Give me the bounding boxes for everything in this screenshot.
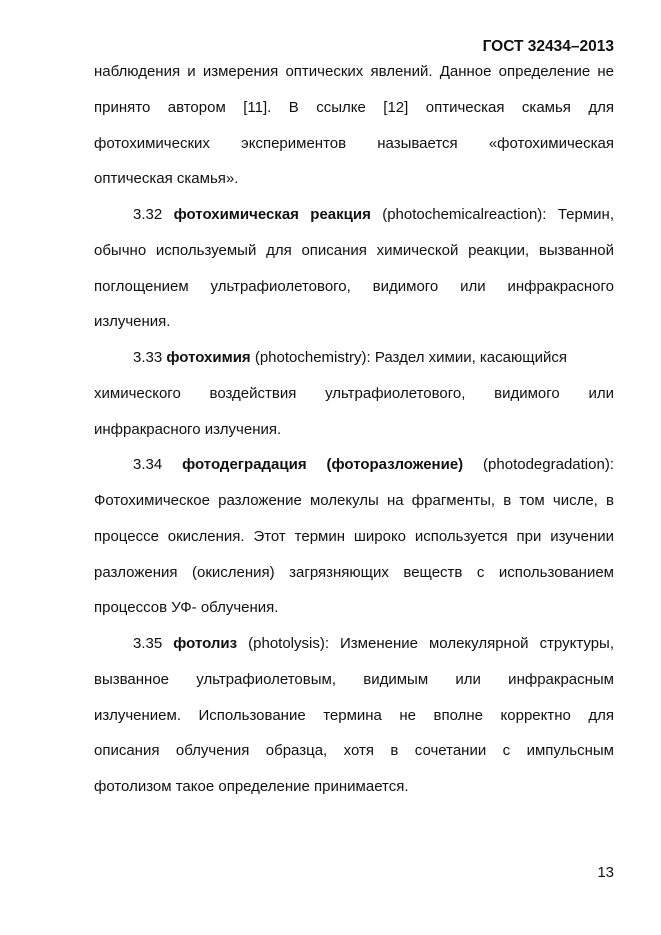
text-line	[94, 348, 614, 384]
term-heading: фотохимическая реакция	[173, 206, 371, 223]
text-segment: поглощением ультрафиолетового, видимого или инфракрасного	[94, 277, 614, 295]
text-segment: (photodegradation):	[463, 456, 614, 474]
text-line	[94, 312, 614, 348]
text-line	[94, 134, 614, 170]
page-number: 13	[597, 864, 614, 881]
text-segment: разложения (окисления) загрязняющих веществ с использованием	[94, 563, 614, 581]
text-line	[94, 384, 614, 420]
text-segment: описания облучения образца, хотя в сочетании с импульсным	[94, 742, 614, 760]
text-line	[94, 598, 614, 634]
text-line	[94, 777, 614, 813]
text-line	[94, 420, 614, 456]
text-line	[94, 98, 614, 134]
term-heading: фотохимия	[166, 349, 251, 366]
text-line	[94, 563, 614, 599]
text-segment: химического воздействия ультрафиолетового, видимого или	[94, 384, 614, 402]
text-line	[94, 455, 614, 491]
text-segment: фотолизом такое определение принимается.	[94, 778, 409, 795]
term-heading: фотодеградация (фоторазложение)	[182, 456, 464, 474]
text-line	[94, 706, 614, 742]
text-segment: фотохимических экспериментов называется «фотохимическая	[94, 134, 614, 152]
text-segment: оптическая скамья».	[94, 170, 239, 188]
text-line	[94, 62, 614, 98]
text-segment: процессов УФ- облучения.	[94, 599, 279, 617]
term-heading: фотолиз	[173, 635, 238, 652]
text-segment: процессе окисления. Этот термин широко используется при изучении	[94, 527, 614, 545]
text-segment: обычно используемый для описания химической реакции, вызванной	[94, 241, 614, 259]
text-line	[94, 634, 614, 670]
text-line	[94, 241, 614, 277]
text-segment: 3.35	[133, 635, 174, 652]
text-segment: Фотохимическое разложение молекулы на фрагменты, в том числе, в	[94, 492, 614, 509]
text-line	[94, 527, 614, 563]
text-segment: (photolysis): Изменение молекулярной структуры,	[237, 635, 614, 652]
text-segment: 3.33	[133, 349, 167, 366]
text-segment: вызванное ультрафиолетовым, видимым или инфракрасным	[94, 670, 614, 688]
text-segment: наблюдения и измерения оптических явлений. Данное определение не	[94, 63, 614, 80]
text-segment: инфракрасного излучения.	[94, 420, 282, 438]
text-line	[94, 277, 614, 313]
text-line	[94, 169, 614, 205]
text-segment: (photochemistry): Раздел химии, касающийся	[250, 349, 567, 366]
text-segment: 3.32	[133, 206, 174, 223]
document-header: ГОСТ 32434–2013	[482, 38, 614, 55]
document-body	[94, 62, 614, 813]
text-line	[94, 670, 614, 706]
text-segment: излучением. Использование термина не вполне корректно для	[94, 706, 614, 724]
text-line	[94, 741, 614, 777]
text-segment: 3.34	[133, 456, 183, 474]
text-line	[94, 491, 614, 527]
text-segment: излучения.	[94, 313, 171, 331]
text-segment: (photochemicalreaction): Термин,	[370, 206, 614, 223]
text-segment: принято автором [11]. В ссылке [12] оптическая скамья для	[94, 98, 614, 116]
text-line	[94, 205, 614, 241]
